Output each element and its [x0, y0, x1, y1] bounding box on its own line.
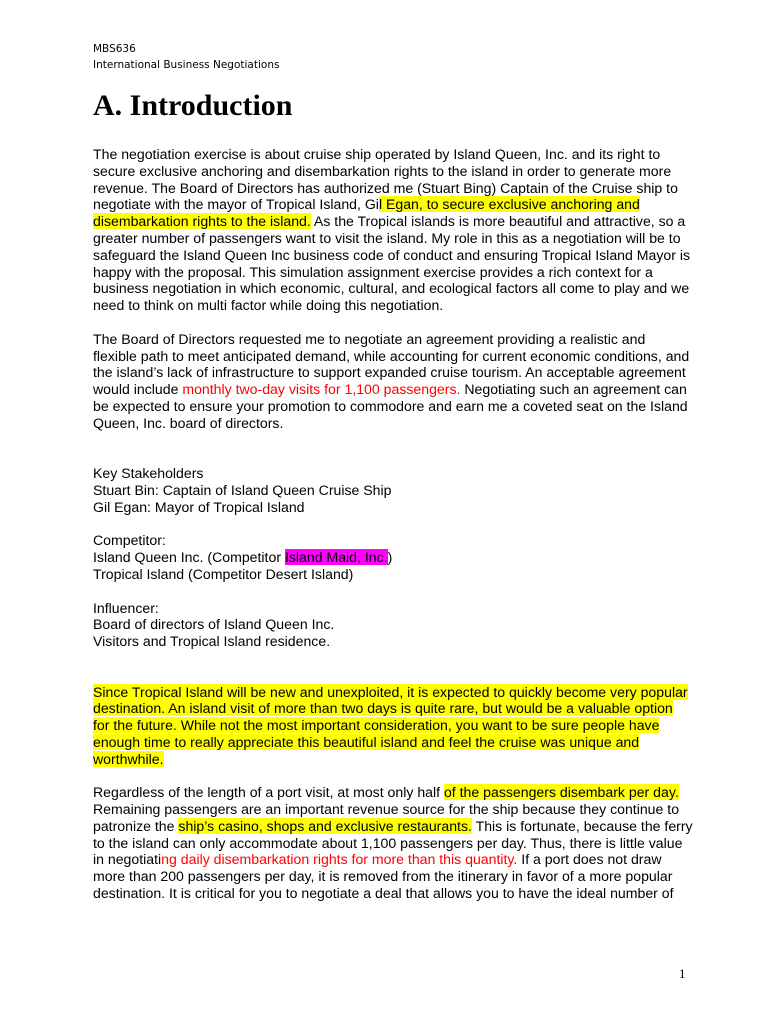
highlight-passengers-disembark: of the passengers disembark per day. [443, 784, 679, 801]
competitor-line-2: Tropical Island (Competitor Desert Island) [93, 565, 354, 582]
body-paragraph-4 [93, 784, 693, 902]
course-code: MBS636 [93, 43, 136, 55]
body-p4-text-c: Remaining passengers are an important revenue source for the ship because they continue to patronize the [93, 801, 680, 834]
intro-paragraph-2 [93, 331, 693, 432]
influencer-block [93, 600, 693, 650]
document-body [93, 146, 693, 919]
competitor-heading: Competitor: [93, 532, 166, 549]
body-paragraph-3 [93, 684, 693, 768]
competitor-block [93, 532, 693, 582]
red-text-disembarkation-rights: ng daily disembarkation rights for more than this quantity. [161, 851, 518, 868]
intro-p2-text-c: Negotiating such an agreement can be expected to ensure your promotion to commodore and earn me a coveted seat on the Island Queen, Inc. board of directors. [93, 381, 688, 431]
influencer-line-2: Visitors and Tropical Island residence. [93, 633, 331, 650]
stakeholders-block [93, 465, 693, 515]
section-title: A. Introduction [93, 89, 293, 122]
highlight-exclusive-rights: l Egan, to secure exclusive anchoring and disembarkation rights to the island. [93, 196, 640, 230]
competitor-line-1c: ) [387, 549, 393, 566]
highlight-island-maid: Island Maid, Inc. [284, 549, 388, 566]
intro-p2-text-a: The Board of Directors requested me to negotiate an agreement providing a realistic and flexible path to meet anticipated demand, while accounting for current economic conditions, and the island’s lack of infrastructure to support expanded cruise tourism. An acceptable agreement would include [93, 330, 690, 398]
highlight-ship-casino: ship’s casino, shops and exclusive restaurants. [178, 817, 472, 834]
stakeholder-line-1: Stuart Bin: Captain of Island Queen Cruise Ship [93, 481, 392, 498]
course-name: International Business Negotiations [93, 59, 280, 71]
influencer-line-1: Board of directors of Island Queen Inc. [93, 616, 335, 633]
competitor-line-1a: Island Queen Inc. (Competitor [93, 549, 285, 566]
body-p4-text-e: This is fortunate, because the ferry to the island can only accommodate about 1,100 passengers per day. Thus, there is little value in negotiati [93, 817, 693, 868]
page-number: 1 [679, 966, 686, 981]
stakeholders-heading: Key Stakeholders [93, 465, 204, 482]
intro-paragraph-1 [93, 146, 693, 314]
intro-p1-text-a: The negotiation exercise is about cruise ship operated by Island Queen, Inc. and its right to secure exclusive anchoring and disembarkation rights to the island in order to generate more revenue. The Board of Directors has authorized me (Stuart Bing) Captain of the Cruise ship to negotiate with the mayor of Tropical Island, Gi [93, 146, 678, 213]
red-text-monthly-visits: monthly two-day visits for 1,100 passengers. [182, 381, 461, 398]
highlight-tropical-island-paragraph: Since Tropical Island will be new and unexploited, it is expected to quickly become very popular destination. An island visit of more than two days is quite rare, but would be a valuable option for the future. While not the most important consideration, you want to be sure people have enough time to really appreciate this beautiful island and feel the cruise was unique and worthwhile. [93, 683, 688, 767]
stakeholder-line-2: Gil Egan: Mayor of Tropical Island [93, 498, 305, 515]
intro-p1-text-c: As the Tropical islands is more beautiful and attractive, so a greater number of passengers want to visit the island. My role in this as a negotiation will be to safeguard the Island Queen Inc business code of conduct and ensuring Tropical Island Mayor is happy with the proposal. This simulation assignment exercise provides a rich context for a business negotiation in which economic, cultural, and ecological factors all come to play and we need to think on multi factor while doing this negotiation. [93, 213, 690, 314]
influencer-heading: Influencer: [93, 599, 159, 616]
body-p4-text-g: If a port does not draw more than 200 passengers per day, it is removed from the itinerary in favor of a more popular destination. It is critical for you to negotiate a deal that allows you to have the ideal number of [93, 851, 674, 902]
body-p4-text-a: Regardless of the length of a port visit, at most only half [93, 784, 444, 801]
